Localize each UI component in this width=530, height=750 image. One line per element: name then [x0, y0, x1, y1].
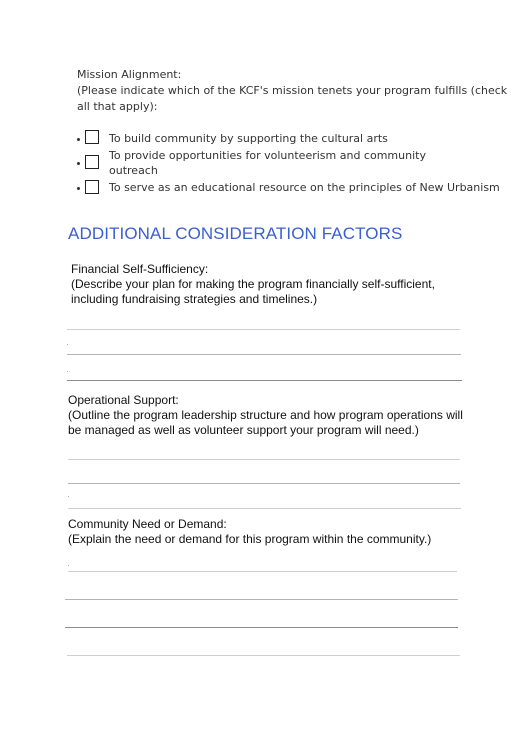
operational-answer-line-2[interactable]	[68, 483, 460, 484]
mission-instructions-line2: all that apply):	[77, 100, 158, 113]
operational-title: Operational Support:	[68, 393, 179, 407]
line-marker	[68, 565, 69, 566]
section-heading: ADDITIONAL CONSIDERATION FACTORS	[68, 224, 403, 243]
checkbox-volunteerism[interactable]	[85, 155, 99, 169]
line-marker	[67, 344, 68, 345]
community-answer-line-4[interactable]	[67, 655, 460, 656]
financial-answer-line-1[interactable]	[67, 329, 460, 330]
mission-alignment-title: Mission Alignment:	[77, 68, 182, 81]
operational-answer-line-3[interactable]	[68, 508, 461, 509]
option-volunteerism-label-line1: To provide opportunities for volunteerism and community	[109, 149, 426, 162]
financial-desc-line2: including fundraising strategies and timelines.)	[71, 292, 318, 306]
bullet-icon	[77, 138, 80, 141]
financial-answer-line-2[interactable]	[67, 354, 461, 355]
option-new-urbanism-label: To serve as an educational resource on the principles of New Urbanism	[109, 181, 500, 194]
option-cultural-arts-label: To build community by supporting the cultural arts	[109, 132, 388, 145]
option-volunteerism-label-line2: outreach	[109, 164, 158, 177]
financial-title: Financial Self-Sufficiency:	[71, 262, 209, 276]
line-marker	[68, 496, 69, 497]
mission-instructions-line1: (Please indicate which of the KCF's mission tenets your program fulfills (check	[77, 84, 508, 97]
operational-answer-line-1[interactable]	[68, 459, 460, 460]
financial-desc-line1: (Describe your plan for making the program financially self-sufficient,	[71, 277, 435, 291]
community-title: Community Need or Demand:	[68, 517, 227, 531]
community-answer-line-2[interactable]	[65, 599, 458, 600]
bullet-icon	[77, 187, 80, 190]
community-answer-line-1[interactable]	[68, 571, 457, 572]
community-answer-line-3[interactable]	[65, 627, 458, 628]
line-marker	[67, 371, 68, 372]
bullet-icon	[77, 162, 80, 165]
community-desc-line1: (Explain the need or demand for this program within the community.)	[68, 532, 432, 546]
financial-answer-line-3[interactable]	[67, 380, 462, 381]
checkbox-new-urbanism[interactable]	[85, 180, 99, 194]
operational-desc-line2: be managed as well as volunteer support your program will need.)	[68, 423, 419, 437]
operational-desc-line1: (Outline the program leadership structure and how program operations will	[68, 408, 463, 422]
checkbox-cultural-arts[interactable]	[85, 130, 99, 144]
